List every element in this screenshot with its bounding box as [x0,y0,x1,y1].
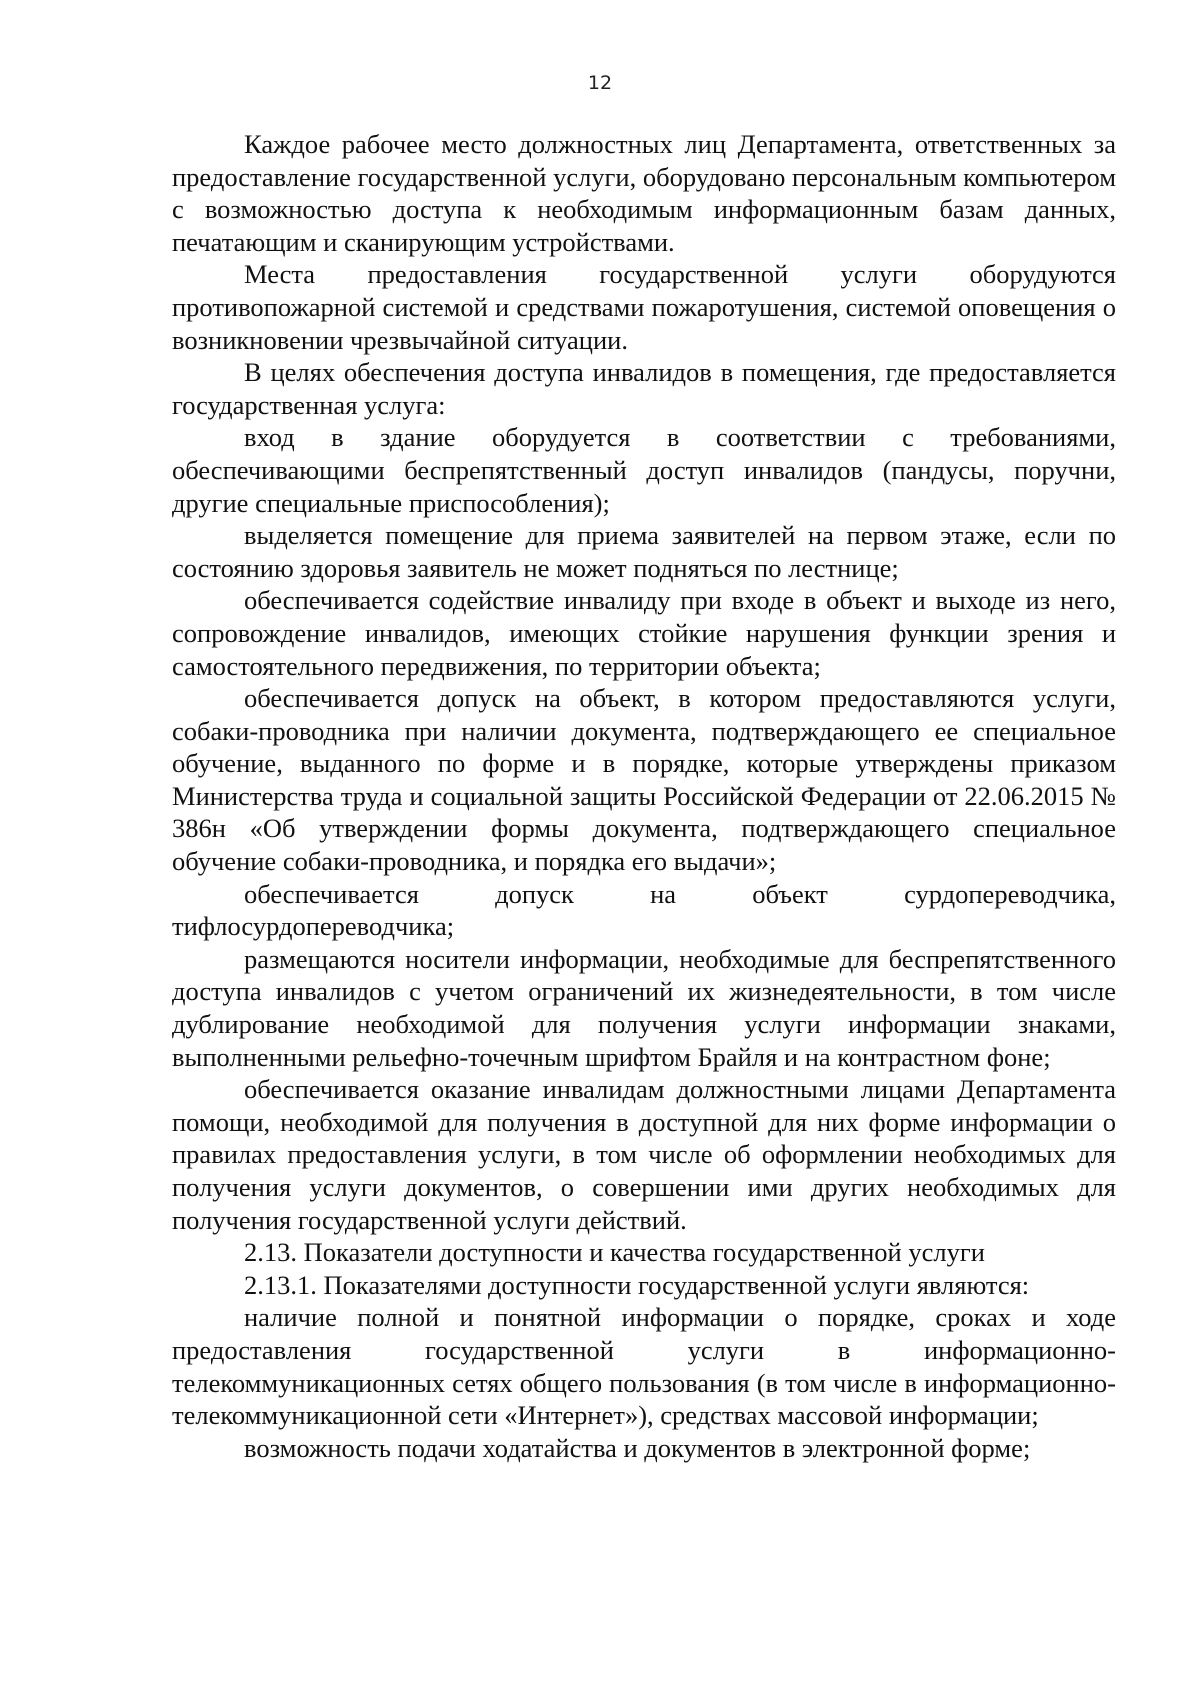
paragraph-staff-help: обеспечивается оказание инвалидам должностными лицами Департамента помощи, необходимой для получения в доступной для них форме информации о правилах предоставления услуги, в том числе об оформлении необходимых для получения услуги документов, о совершении ими других необходимых для получения государственной услуги действий. [172,1074,1116,1235]
paragraph-fire-safety: Места предоставления государственной услуги оборудуются противопожарной системой и средствами пожаротушения, системой оповещения о возникновении чрезвычайной ситуации. [172,259,1116,355]
paragraph-electronic-submission: возможность подачи ходатайства и документов в электронной форме; [244,1432,1031,1463]
paragraph-information-availability: наличие полной и понятной информации о порядке, сроках и ходе предоставления государственной услуги в информационно-телекоммуникационных сетях общего пользования (в том числе в информационно-телекоммуникационной сети «Интернет»), средствах массовой информации; [172,1302,1116,1431]
paragraph-workplace-equipment: Каждое рабочее место должностных лиц Департамента, ответственных за предоставление государственной услуги, оборудовано персональным компьютером с возможностью доступа к необходимым информационным базам данных, печатающим и сканирующим устройствами. [172,129,1116,257]
paragraph-sign-interpreter: обеспечивается допуск на объект сурдопереводчика, тифлосурдопереводчика; [172,878,1116,942]
document-body [172,128,1116,1464]
paragraph-ground-floor-room: выделяется помещение для приема заявителей на первом этаже, если по состоянию здоровья заявитель не может подняться по лестнице; [172,520,1116,583]
paragraph-guide-dog: обеспечивается допуск на объект, в котором предоставляются услуги, собаки-проводника при наличии документа, подтверждающего ее специальное обучение, выданного по форме и в порядке, которые утверждены приказом Министерства труда и социальной защиты Российской Федерации от 22.06.2015 № 386н «Об утверждении формы документа, подтверждающего специальное обучение собаки-проводника, и порядка его выдачи»; [172,683,1116,877]
page-number: 12 [587,72,613,94]
section-heading-2-13-1: 2.13.1. Показателями доступности государственной услуги являются: [244,1269,1030,1300]
section-heading-2-13: 2.13. Показатели доступности и качества государственной услуги [244,1237,985,1268]
paragraph-information-carriers: размещаются носители информации, необходимые для беспрепятственного доступа инвалидов с учетом ограничений их жизнедеятельности, в том числе дублирование необходимой для получения услуги информации знаками, выполненными рельефно-точечным шрифтом Брайля и на контрастном фоне; [172,943,1116,1072]
paragraph-assistance: обеспечивается содействие инвалиду при входе в объект и выходе из него, сопровождение инвалидов, имеющих стойкие нарушения функции зрения и самостоятельного передвижения, по территории объекта; [172,585,1116,681]
paragraph-building-entrance: вход в здание оборудуется в соответствии с требованиями, обеспечивающими беспрепятственный доступ инвалидов (пандусы, поручни, другие специальные приспособления); [172,422,1116,518]
paragraph-accessibility-intro: В целях обеспечения доступа инвалидов в помещения, где предоставляется государственная услуга: [172,357,1116,420]
